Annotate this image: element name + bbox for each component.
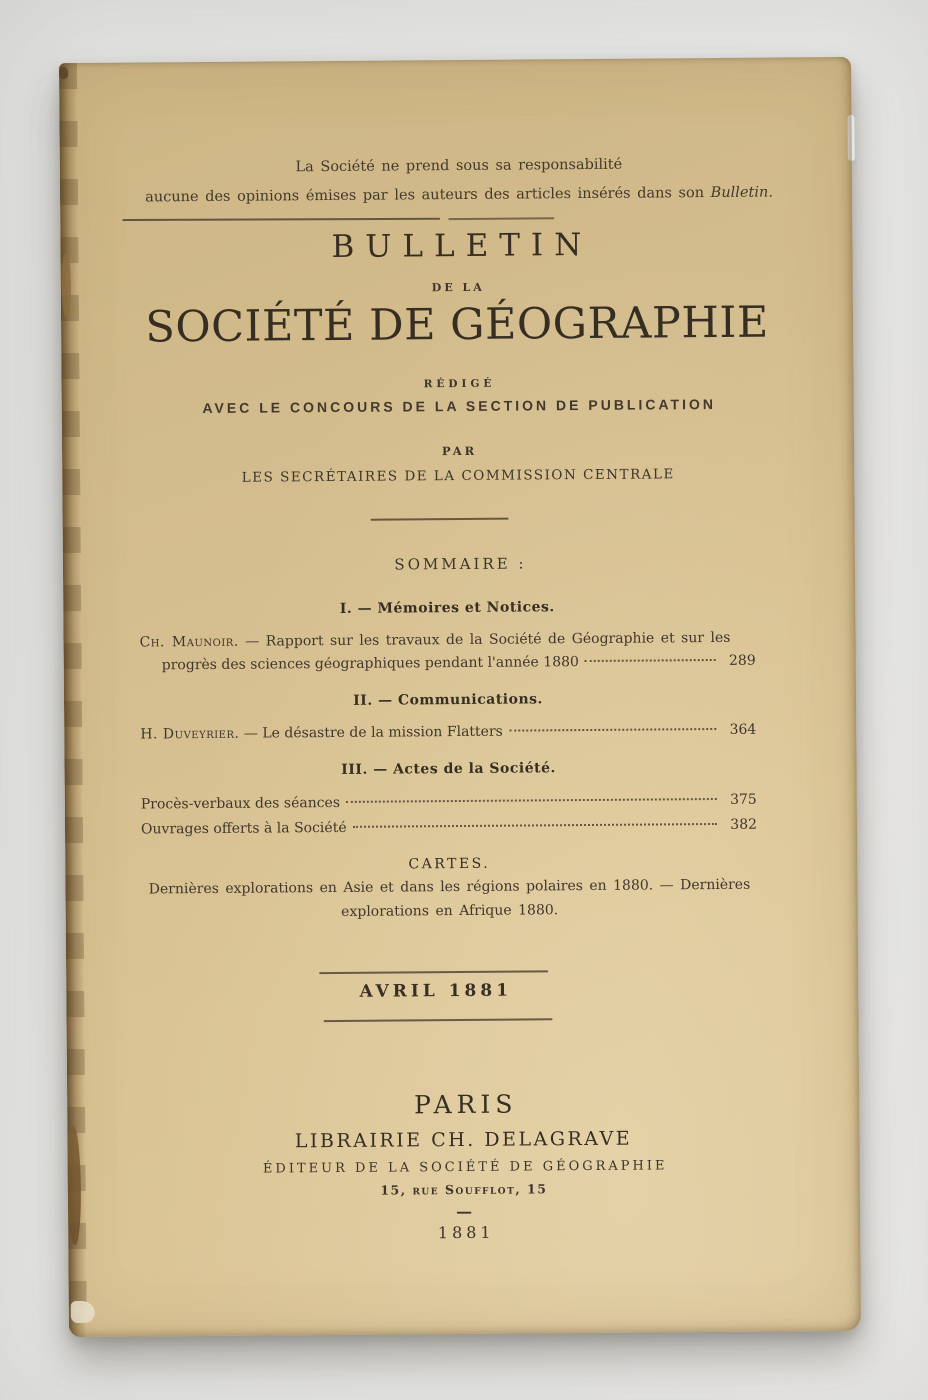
imprint-city: PARIS (413, 1089, 518, 1120)
journal-title: BULLETIN (331, 226, 593, 265)
toc-entry (141, 813, 757, 843)
toc-page-number: 382 (730, 816, 758, 833)
divider-rule (319, 970, 548, 974)
toc-entry (140, 719, 756, 747)
issue-date: AVRIL 1881 (359, 980, 513, 1002)
table-of-contents (139, 598, 758, 926)
secretaires-line: LES SECRÉTAIRES DE LA COMMISSION CENTRALE (241, 466, 675, 486)
toc-page-number: 375 (730, 791, 757, 808)
divider-rule (448, 217, 554, 219)
toc-author: H. Duveyrier. (140, 725, 240, 743)
toc-entry (139, 627, 755, 678)
cartes-heading: CARTES. (408, 855, 491, 873)
toc-rows (141, 788, 757, 843)
imprint-address: 15, rue Soufflot, 15 (380, 1181, 548, 1198)
cartes-text: Dernières explorations en Asie et dans les régions polaires en 1880. — Dernières explorations en Afrique 1880. (148, 876, 751, 920)
redige-line: RÉDIGÉ (423, 377, 496, 391)
imprint-publisher: LIBRAIRIE CH. DELAGRAVE (294, 1127, 633, 1153)
toc-page-number: 289 (728, 652, 756, 669)
par-line: PAR (441, 443, 478, 459)
toc-title-text: — Rapport sur les travaux de la Société de Géographie et sur les (245, 629, 731, 650)
dot-leader (585, 659, 716, 662)
toc-entry-line1 (139, 627, 755, 655)
divider-rule (371, 518, 509, 521)
notice-line2-text: aucune des opinions émises par les auteurs des articles insérés dans son (145, 185, 705, 206)
divider-rule (324, 1018, 553, 1022)
imprint-year: 1881 (437, 1222, 495, 1243)
toc-title-text: Procès-verbaux des séances (140, 794, 341, 813)
toc-title-text: progrès des sciences géographiques pendant l'année 1880 (161, 654, 579, 674)
toc-entry-line2 (140, 650, 756, 678)
imprint-role: ÉDITEUR DE LA SOCIÉTÉ DE GÉOGRAPHIE (262, 1158, 668, 1177)
toc-section-title: III. — Actes de la Société. (341, 760, 556, 778)
dot-leader (353, 823, 717, 828)
toc-author-and-title (140, 721, 503, 747)
notice-line2-italic: Bulletin. (710, 184, 773, 202)
notice-line1: La Société ne prend sous sa responsabilité (295, 156, 623, 176)
toc-title-text: Ouvrages offerts à la Société (140, 819, 347, 838)
sommaire-heading: SOMMAIRE : (394, 554, 527, 574)
printed-cover-content (59, 57, 861, 1337)
toc-section-title: I. — Mémoires et Notices. (339, 599, 555, 617)
divider-rule (122, 218, 440, 221)
dot-leader (346, 798, 717, 803)
publisher-notice (96, 149, 822, 213)
society-title: SOCIÉTÉ DE GÉOGRAPHIE (145, 297, 769, 353)
journal-title-dela: DE LA (431, 280, 485, 295)
toc-section-title: II. — Communications. (353, 691, 543, 709)
toc-title-text: — Le désastre de la mission Flatters (243, 723, 503, 742)
imprint-dash: — (455, 1201, 473, 1222)
toc-author: Ch. Maunoir. (139, 633, 239, 651)
toc-page-number: 364 (729, 721, 757, 738)
notice-line2 (96, 178, 822, 213)
book-cover (59, 57, 861, 1337)
concours-line: AVEC LE CONCOURS DE LA SECTION DE PUBLICATION (202, 395, 717, 417)
dot-leader (509, 728, 716, 732)
